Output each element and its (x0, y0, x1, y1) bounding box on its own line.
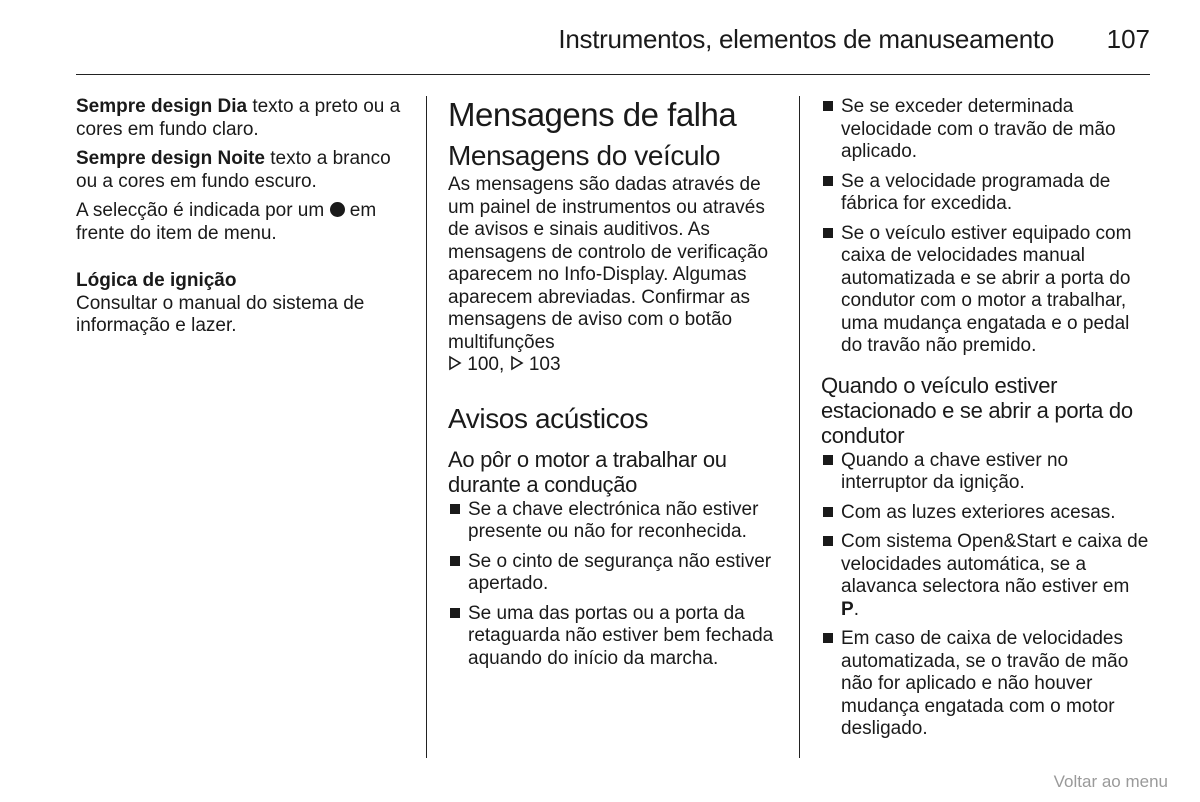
column-3 (821, 96, 1151, 748)
list-item (821, 171, 1151, 216)
column-2 (448, 96, 783, 677)
list-item (821, 502, 1151, 525)
triangle-arrow-icon (448, 355, 462, 378)
square-bullet-icon (450, 608, 460, 618)
list-item (821, 531, 1151, 621)
paragraph (76, 96, 406, 141)
list-item-text: Em caso de caixa de velocidades automatizada, se o travão de mão não for aplicado e não houver mudança engatada com o motor desligado. (841, 628, 1129, 739)
list-item (821, 96, 1151, 164)
list-item (448, 603, 783, 671)
list-item (821, 223, 1151, 358)
term: Sempre design Dia (76, 96, 248, 117)
topic-heading: Ao pôr o motor a trabalhar ou durante a condução (448, 446, 727, 497)
back-to-menu-link[interactable]: Voltar ao menu (1053, 772, 1168, 791)
bullet-list (821, 450, 1151, 741)
square-bullet-icon (450, 504, 460, 514)
term: Sempre design Noite (76, 148, 265, 169)
list-item-text: Com as luzes exteriores acesas. (841, 501, 1116, 523)
bullet-list (821, 96, 1151, 358)
column-divider (799, 96, 800, 758)
paragraph (76, 148, 406, 193)
page-reference[interactable]: 100, (462, 354, 510, 375)
square-bullet-icon (823, 228, 833, 238)
list-item-text: Se a chave electrónica não estiver presente ou não for reconhecida. (468, 498, 759, 542)
square-bullet-icon (823, 633, 833, 643)
text: A selecção é indicada por um (76, 200, 330, 221)
page-reference[interactable]: 103 (523, 354, 561, 375)
list-item-text: Quando a chave estiver no interruptor da ignição. (841, 449, 1069, 493)
topic-heading: Quando o veículo estiver estacionado e se abrir a porta do condutor (821, 372, 1133, 448)
page-header (76, 22, 1150, 75)
list-item (821, 450, 1151, 495)
square-bullet-icon (823, 455, 833, 465)
paragraph (76, 200, 406, 245)
column-1 (76, 96, 406, 338)
square-bullet-icon (823, 176, 833, 186)
subsection-title: Mensagens do veículo (448, 140, 721, 171)
square-bullet-icon (450, 556, 460, 566)
column-divider (426, 96, 427, 758)
list-item (821, 628, 1151, 741)
page-number: 107 (1106, 24, 1150, 54)
list-item-text: Se uma das portas ou a porta da retaguarda não estiver bem fechada aquando do início da marcha. (468, 602, 774, 669)
square-bullet-icon (823, 536, 833, 546)
list-item (448, 499, 783, 544)
paragraph (448, 174, 783, 378)
triangle-arrow-icon (510, 355, 524, 378)
square-bullet-icon (823, 101, 833, 111)
list-item-text: Se a velocidade programada de fábrica for excedida. (841, 170, 1111, 214)
list-item-text: Se o cinto de segurança não estiver apertado. (468, 550, 772, 594)
gear-position: P (841, 598, 854, 620)
bullet-list (448, 499, 783, 671)
list-item (448, 551, 783, 596)
filled-circle-icon (330, 202, 345, 217)
text: texto a branco ou a cores em fundo escuro. (76, 148, 391, 192)
list-item-text: . (853, 598, 859, 620)
ignition-heading: Lógica de ignição (76, 270, 237, 291)
list-item-text: Se se exceder determinada velocidade com o travão de mão aplicado. (841, 96, 1116, 162)
text: em frente do item de menu. (76, 200, 377, 244)
text: texto a preto ou a cores em fundo claro. (76, 96, 401, 140)
square-bullet-icon (823, 507, 833, 517)
subsection-title: Avisos acústicos (448, 402, 649, 434)
header-title: Instrumentos, elementos de manuseamento (558, 24, 1054, 54)
list-item-text: Se o veículo estiver equipado com caixa de velocidades manual automatizada e se abrir a porta do condutor com o motor a trabalhar, uma mudança engatada e o pedal do travão não premido. (841, 222, 1132, 356)
section-title: Mensagens de falha (448, 96, 737, 133)
list-item-text: Com sistema Open&Start e caixa de velocidades automática, se a alavanca selectora não estiver em (841, 531, 1149, 597)
ignition-text: Consultar o manual do sistema de informação e lazer. (76, 292, 365, 336)
text: As mensagens são dadas através de um painel de instrumentos ou através de avisos e sinais auditivos. As mensagens de controlo de verificação aparecem no Info-Display. Algumas aparecem abreviadas. Confirmar as mensagens de aviso com o botão multifunções (448, 174, 769, 353)
